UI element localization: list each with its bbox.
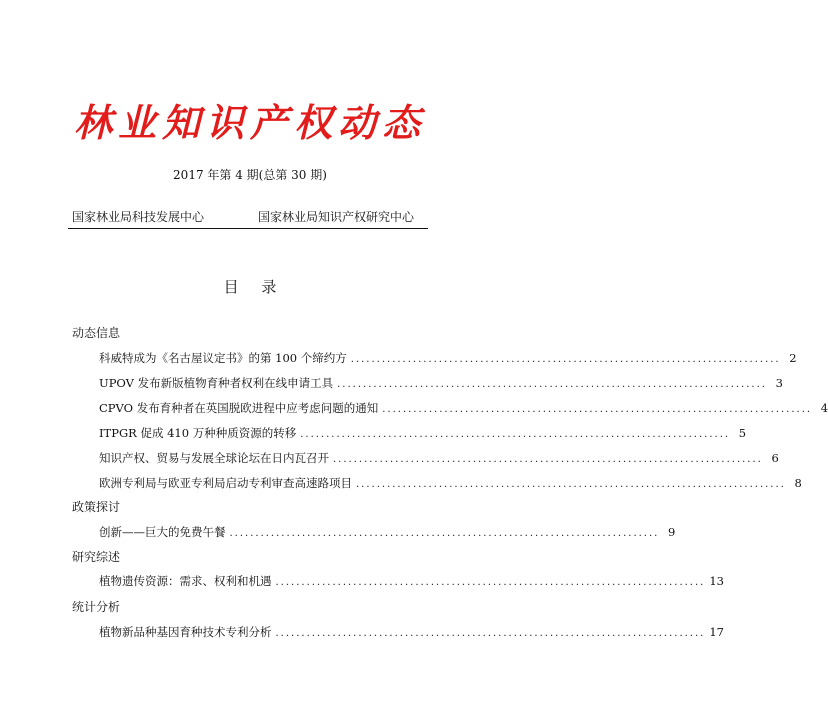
doc-title: 林业知识产权动态 — [73, 101, 426, 145]
toc-entry[interactable] — [99, 475, 802, 491]
toc-entry[interactable] — [99, 624, 724, 640]
toc-entry-title: UPOV 发布新版植物育种者权利在线申请工具 — [99, 376, 334, 390]
toc-entry-title: 知识产权、贸易与发展全球论坛在日内瓦召开 — [99, 451, 329, 465]
toc-entry-page: 5 — [738, 426, 747, 440]
toc-entry-title: CPVO 发布育种者在英国脱欧进程中应考虑问题的通知 — [99, 401, 379, 415]
toc-section-heading: 政策探讨 — [72, 500, 121, 514]
toc-entry[interactable] — [99, 400, 828, 416]
leader-dots: ................................................................................... — [275, 577, 706, 588]
toc-entry-page: 3 — [775, 376, 783, 390]
leader-dots: ................................................................................... — [333, 454, 763, 465]
toc-section-heading: 统计分析 — [72, 600, 121, 614]
leader-dots: ................................................................................... — [337, 379, 767, 390]
toc-section-heading: 研究综述 — [72, 550, 121, 564]
toc-entry-page: 13 — [709, 574, 724, 588]
leader-dots: ................................................................................... — [356, 479, 786, 490]
toc-entry[interactable] — [99, 450, 779, 466]
toc-entry[interactable] — [99, 573, 724, 589]
leader-dots: ................................................................................... — [350, 354, 781, 365]
toc-entry[interactable] — [99, 350, 797, 366]
leader-dots: ................................................................................... — [275, 628, 706, 639]
leader-dots: ................................................................................... — [229, 528, 660, 539]
toc-entry-page: 17 — [709, 625, 724, 639]
toc-entry-page: 8 — [794, 476, 802, 490]
toc-entry[interactable] — [99, 524, 676, 540]
toc-entry-title: ITPGR 促成 410 万种种质资源的转移 — [99, 426, 297, 440]
toc-entry-page: 2 — [789, 351, 797, 365]
toc-entry-title: 欧洲专利局与欧亚专利局启动专利审查高速路项目 — [99, 476, 352, 490]
toc-entry-title: 科威特成为《名古屋议定书》的第 100 个缔约方 — [99, 351, 347, 365]
toc-entry-page: 6 — [771, 451, 779, 465]
leader-dots: ................................................................................... — [382, 404, 813, 415]
toc-entry[interactable] — [99, 375, 783, 391]
toc-entry-title: 植物遗传资源：需求、权利和机遇 — [99, 574, 272, 588]
leader-dots: ................................................................................... — [300, 429, 731, 440]
publisher-left: 国家林业局科技发展中心 — [72, 210, 205, 224]
toc-entry-title: 创新——巨大的免费午餐 — [99, 525, 226, 539]
toc-entry[interactable] — [99, 425, 747, 441]
toc-entry-page: 9 — [668, 525, 676, 539]
toc-section-heading: 动态信息 — [72, 326, 121, 340]
issue-line: 2017 年第 4 期(总第 30 期) — [173, 168, 327, 182]
toc-entry-page: 4 — [820, 401, 828, 415]
publisher-right: 国家林业局知识产权研究中心 — [258, 210, 415, 224]
toc-heading: 目 录 — [223, 278, 277, 296]
toc-entry-title: 植物新品种基因育种技术专利分析 — [99, 625, 272, 639]
